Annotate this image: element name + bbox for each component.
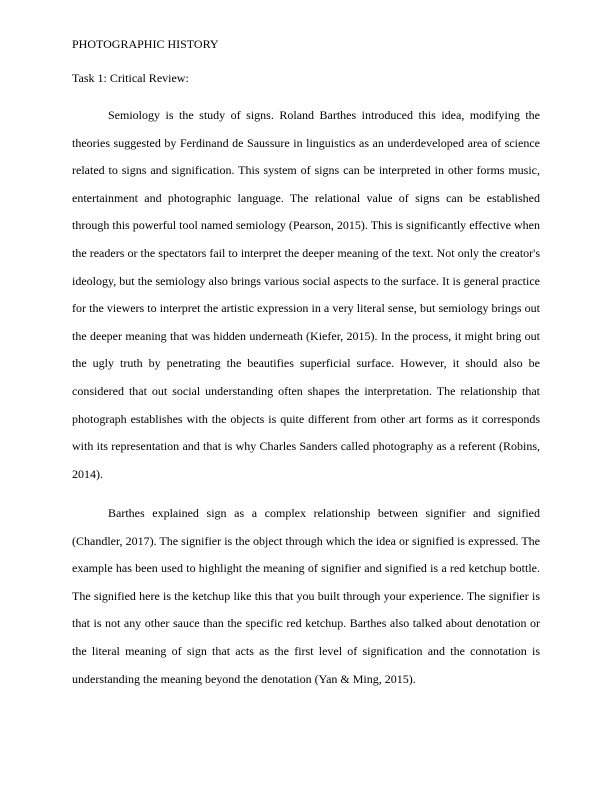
body-paragraph-2: Barthes explained sign as a complex relationship between signifier and signified (Chandler, 2017). The signifier is the object through which the idea or signified is expressed. The example has been used to highlight the meaning of signifier and signified is a red ketchup bottle. The signified here is the ketchup like this that you built through your experience. The signifier is that is not any other sauce than the specific red ketchup. Barthes also talked about denotation or the literal meaning of sign that acts as the first level of signification and the connotation is understanding the meaning beyond the denotation (Yan & Ming, 2015). bbox=[72, 506, 540, 686]
running-header: PHOTOGRAPHIC HISTORY bbox=[72, 37, 219, 51]
body-paragraph-1: Semiology is the study of signs. Roland Barthes introduced this idea, modifying the theories suggested by Ferdinand de Saussure in linguistics as an underdeveloped area of science related to signs and signification. This system of signs can be interpreted in other forms music, entertainment and photographic language. The relational value of signs can be established through this powerful tool named semiology (Pearson, 2015). This is significantly effective when the readers or the spectators fail to interpret the deeper meaning of the text. Not only the creator's ideology, but the semiology also brings various social aspects to the surface. It is general practice for the viewers to interpret the artistic expression in a very literal sense, but semiology brings out the deeper meaning that was hidden underneath (Kiefer, 2015). In the process, it might bring out the ugly truth by penetrating the beautifies superficial surface. However, it should also be considered that out social understanding often shapes the interpretation. The relationship that photograph establishes with the objects is quite different from other art forms as it corresponds with its representation and that is why Charles Sanders called photography as a referent (Robins, 2014). bbox=[72, 108, 540, 481]
task-heading: Task 1: Critical Review: bbox=[72, 71, 189, 85]
